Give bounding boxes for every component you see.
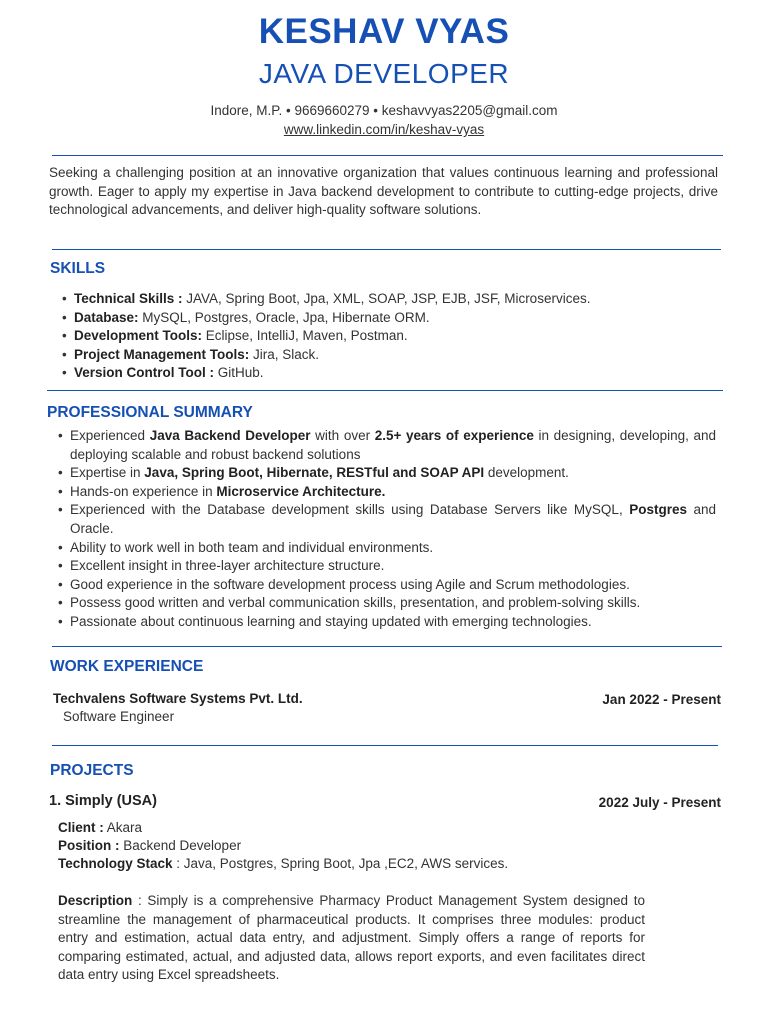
summary-text: Hands-on experience in (70, 483, 217, 499)
project-client (58, 820, 142, 835)
linkedin-link[interactable]: www.linkedin.com/in/keshav-vyas (283, 122, 485, 137)
job-position: Software Engineer (63, 709, 175, 724)
summary-text: Excellent insight in three-layer architecture structure. (70, 558, 385, 574)
skill-label: Development Tools: (74, 328, 203, 344)
job-title: JAVA DEVELOPER (258, 58, 510, 89)
summary-text: Ability to work well in both team and individual environments. (70, 539, 434, 555)
skill-value: JAVA, Spring Boot, Jpa, XML, SOAP, JSP, EJB, JSF, Microservices. (186, 291, 591, 306)
position-value: Backend Developer (119, 838, 242, 853)
work-heading: WORK EXPERIENCE (50, 658, 204, 675)
skill-label: Version Control Tool : (74, 365, 214, 381)
summary-item (54, 557, 716, 576)
summary-highlight: Microservice Architecture. (216, 483, 386, 499)
stack-label: Technology Stack (58, 856, 173, 871)
summary-item (54, 427, 716, 464)
projects-heading: PROJECTS (50, 762, 134, 779)
summary-text: Possess good written and verbal communication skills, presentation, and problem-solving skills. (70, 595, 641, 611)
objective-paragraph: Seeking a challenging position at an innovative organization that values continuous learning and professional growth. Eager to apply my expertise in Java backend development to contribute to cutting-edge projects, drive technological advancements, and deliver high-quality software solutions. (49, 165, 718, 217)
company-name: Techvalens Software Systems Pvt. Ltd. (53, 691, 303, 706)
work-dates: Jan 2022 - Present (602, 692, 721, 707)
project-position (58, 838, 241, 853)
candidate-name: KESHAV VYAS (258, 12, 510, 51)
summary-highlight: Java Backend Developer (149, 428, 311, 443)
summary-highlight: Java, Spring Boot, Hibernate, RESTful and SOAP API (144, 465, 485, 481)
description-label: Description (58, 893, 133, 908)
summary-text: development. (484, 465, 569, 481)
summary-list (54, 427, 716, 632)
divider (52, 155, 723, 156)
summary-text: Experienced (70, 428, 150, 443)
project-stack (58, 856, 508, 871)
summary-highlight: Postgres (629, 502, 687, 518)
divider (52, 745, 718, 746)
skills-heading: SKILLS (50, 260, 106, 277)
client-label: Client : (58, 820, 104, 835)
position-label: Position : (58, 838, 120, 853)
summary-item (54, 613, 716, 632)
summary-item (54, 576, 716, 595)
summary-text: Experienced with the Database development skills using Database Servers like MySQL, (70, 502, 630, 518)
skill-item (58, 346, 718, 365)
skill-value: Eclipse, IntelliJ, Maven, Postman. (202, 328, 408, 344)
skill-item (58, 364, 718, 383)
skill-value: MySQL, Postgres, Oracle, Jpa, Hibernate ORM. (138, 309, 430, 325)
summary-text: Good experience in the software development process using Agile and Scrum methodologies. (70, 576, 630, 592)
skill-value: Jira, Slack. (249, 346, 320, 362)
summary-item (54, 483, 716, 502)
summary-text: Passionate about continuous learning and staying updated with emerging technologies. (70, 613, 592, 629)
summary-highlight: 2.5+ years of experience (374, 428, 534, 443)
skills-list (58, 290, 718, 383)
summary-item (54, 594, 716, 613)
summary-text: with over (310, 428, 375, 443)
skill-item (58, 327, 718, 346)
description-value: : Simply is a comprehensive Pharmacy Product Management System designed to streamline the management of pharmaceutical products. It comprises three modules: product entry and estimation, actual data entry, and adjustment. Simply offers a range of reports for comparing estimated, actual, and adjusted data, allows report exports, and even facilitates direct data entry using Excel spreadsheets. (58, 893, 645, 982)
summary-text: and Oracle. (70, 502, 717, 536)
skill-item (58, 309, 718, 328)
contact-info: Indore, M.P. • 9669660279 • keshavvyas2205@gmail.com (210, 103, 558, 118)
stack-value: : Java, Postgres, Spring Boot, Jpa ,EC2, AWS services. (172, 856, 509, 871)
summary-item (54, 464, 716, 483)
summary-item (54, 501, 716, 538)
project-description (58, 892, 645, 985)
skill-item (58, 290, 718, 309)
project-dates: 2022 July - Present (598, 795, 721, 810)
summary-heading: PROFESSIONAL SUMMARY (47, 404, 253, 421)
summary-text: in designing, developing, and deploying scalable and robust backend solutions (70, 428, 717, 462)
divider (52, 646, 722, 647)
skill-value: GitHub. (214, 365, 264, 381)
divider (47, 390, 723, 391)
skill-label: Technical Skills : (74, 291, 187, 306)
summary-item (54, 539, 716, 558)
summary-text: Expertise in (70, 465, 145, 481)
project-name: 1. Simply (USA) (49, 793, 157, 809)
client-value: Akara (103, 820, 143, 835)
skill-label: Database: (74, 309, 139, 325)
divider (52, 249, 721, 250)
skill-label: Project Management Tools: (74, 346, 250, 362)
